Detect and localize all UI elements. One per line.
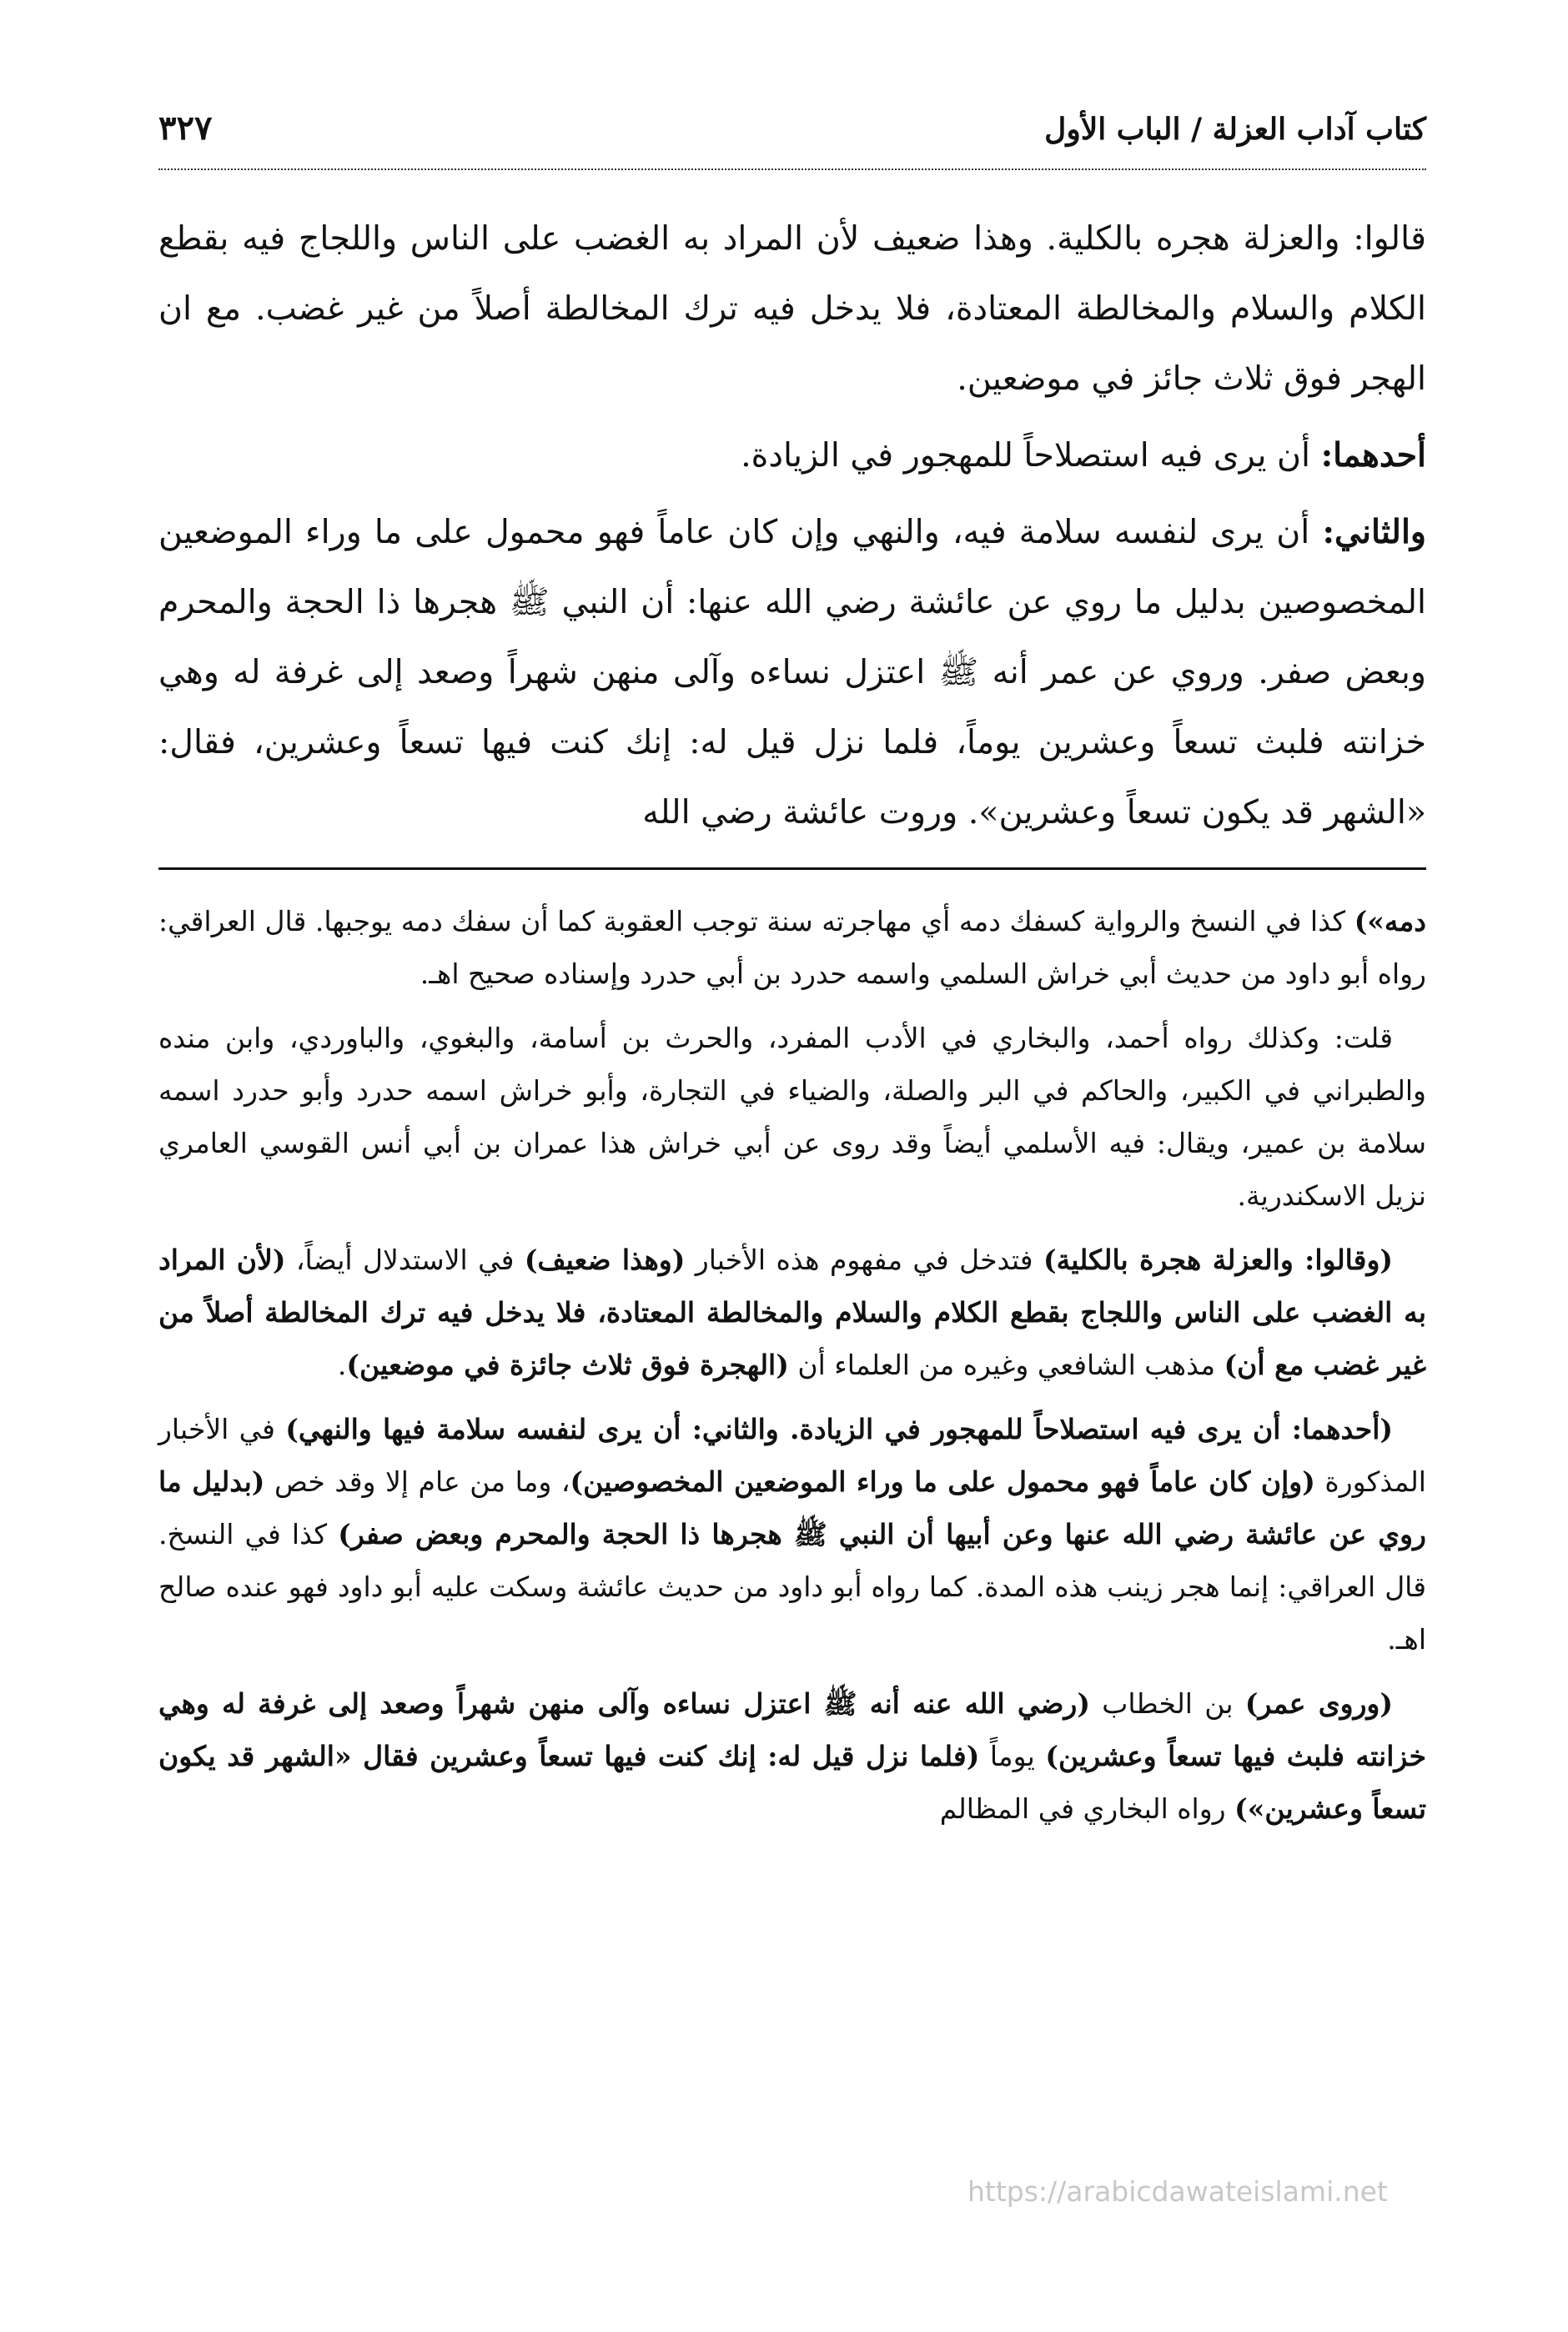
comment-text: قلت: وكذلك رواه أحمد، والبخاري في الأدب المفرد، والحرث بن أسامة، والبغوي، والباوردي، وابن منده والطبراني في الكبير، والحاكم في البر والصلة، والضياء في التجارة، وأبو خراش اسمه حدرد وأبو حدرد اسمه سلامة بن عمير، ويقال: فيه الأسلمي أيضاً وقد روى عن أبي خراش هذا عمران بن أبي أنس القوسي العامري نزيل الاسكندرية. xyxy=(158,1022,1426,1212)
commentary-paragraph xyxy=(158,895,1426,1000)
quoted-text: (فلما نزل قيل له: إنك كنت فيها تسعاً وعشرين فقال «الشهر قد يكون تسعاً وعشرين») xyxy=(158,1740,1426,1825)
comment-text: مذهب الشافعي وغيره من العلماء أن xyxy=(788,1349,1224,1381)
quoted-text: (وقالوا: والعزلة هجرة بالكلية) xyxy=(1043,1244,1394,1276)
comment-text: يوماً xyxy=(979,1740,1046,1772)
paragraph-lead: والثاني: xyxy=(1322,513,1426,551)
commentary-paragraph xyxy=(158,1012,1426,1222)
main-paragraph xyxy=(158,497,1426,847)
paragraph-text: أن يرى لنفسه سلامة فيه، والنهي وإن كان عاماً فهو محمول على ما وراء الموضعين المخصوصين بدليل ما روي عن عائشة رضي الله عنها: أن النبي ﷺ هجرها ذا الحجة والمحرم وبعض صفر. وروي عن عمر أنه ﷺ اعتزل نساءه وآلى منهن شهراً وصعد إلى غرفة له وهي خزانته فلبث تسعاً وعشرين يوماً، فلما نزل قيل له: إنك كنت فيها تسعاً وعشرين، فقال: «الشهر قد يكون تسعاً وعشرين». وروت عائشة رضي الله xyxy=(158,513,1426,832)
quoted-text: (أحدهما: أن يرى فيه استصلاحاً للمهجور في الزيادة. والثاني: أن يرى لنفسه سلامة فيها والنهي) xyxy=(285,1413,1393,1445)
quoted-text: (وهذا ضعيف) xyxy=(524,1244,686,1276)
paragraph-lead: أحدهما: xyxy=(1320,436,1426,475)
commentary-paragraph xyxy=(158,1677,1426,1835)
page-number: ٣٢٧ xyxy=(158,108,213,148)
quoted-text: (لأن المراد به الغضب على الناس واللجاج بقطع الكلام والسلام والمخالطة المعتادة، فلا يدخل فيه ترك المخالطة أصلاً من غير غضب مع أن) xyxy=(158,1244,1426,1381)
footnote-divider xyxy=(158,867,1426,870)
commentary-paragraph xyxy=(158,1403,1426,1666)
comment-text: رواه البخاري في المظالم xyxy=(939,1792,1235,1825)
commentary-paragraph xyxy=(158,1234,1426,1391)
paragraph-text: قالوا: والعزلة هجره بالكلية. وهذا ضعيف لأن المراد به الغضب على الناس واللجاج فيه بقطع الكلام والسلام والمخالطة المعتادة، فلا يدخل فيه ترك المخالطة أصلاً من غير غضب. مع ان الهجر فوق ثلاث جائز في موضعين. xyxy=(158,219,1426,398)
commentary xyxy=(158,895,1426,1835)
quoted-text: (وإن كان عاماً فهو محمول على ما وراء الموضعين المخصوصين) xyxy=(570,1465,1315,1498)
main-text xyxy=(158,204,1426,847)
comment-text: . xyxy=(337,1349,347,1381)
comment-text: في الأخبار المذكورة xyxy=(158,1413,1426,1498)
book-title: كتاب آداب العزلة / الباب الأول xyxy=(1044,112,1426,147)
book-page xyxy=(158,108,1426,2277)
paragraph-text: أن يرى فيه استصلاحاً للمهجور في الزيادة. xyxy=(741,436,1311,475)
site-watermark: https://arabicdawateislami.net xyxy=(967,2175,1388,2208)
quoted-text: (وروى عمر) xyxy=(1244,1687,1393,1720)
comment-text: فتدخل في مفهوم هذه الأخبار xyxy=(685,1244,1043,1276)
comment-text: ، وما من عام إلا وقد خص xyxy=(264,1465,570,1498)
quoted-text: (رضي الله عنه أنه ﷺ اعتزل نساءه وآلى منهن شهراً وصعد إلى غرفة له وهي خزانته فلبث فيها تسعاً وعشرين) xyxy=(158,1687,1426,1772)
running-header xyxy=(158,108,1426,170)
main-paragraph xyxy=(158,420,1426,490)
comment-text: كذا في النسخ. قال العراقي: إنما هجر زينب هذه المدة. كما رواه أبو داود من حديث عائشة وسكت عليه أبو داود فهو عنده صالح اهـ. xyxy=(158,1518,1426,1656)
main-paragraph xyxy=(158,204,1426,414)
quoted-text: (الهجرة فوق ثلاث جائزة في موضعين) xyxy=(346,1349,789,1381)
comment-text: بن الخطاب xyxy=(1089,1687,1245,1720)
comment-text: كذا في النسخ والرواية كسفك دمه أي مهاجرته سنة توجب العقوبة كما أن سفك دمه يوجبها. قال العراقي: رواه أبو داود من حديث أبي خراش السلمي واسمه حدرد بن أبي حدرد وإسناده صحيح اهـ. xyxy=(158,905,1426,990)
quoted-text: (بدليل ما روي عن عائشة رضي الله عنها وعن أبيها أن النبي ﷺ هجرها ذا الحجة والمحرم وبعض صفر) xyxy=(158,1465,1426,1550)
quoted-text: دمه») xyxy=(1354,905,1426,937)
comment-text: في الاستدلال أيضاً، xyxy=(285,1244,525,1276)
